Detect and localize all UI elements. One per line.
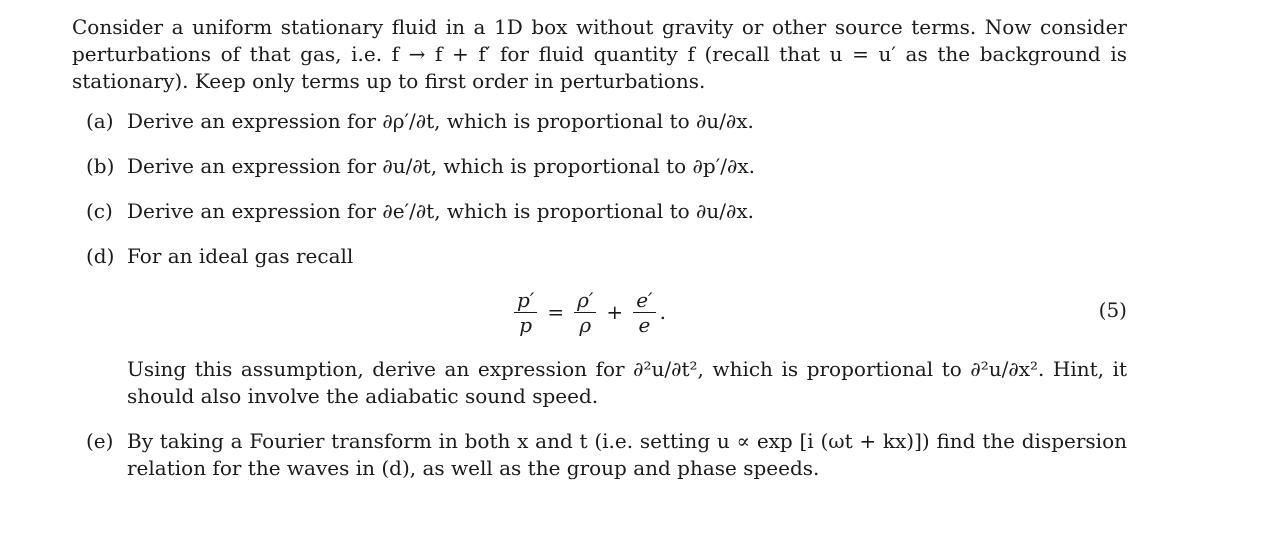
- item-e-text: By taking a Fourier transform in both x and t (i.e. setting u ∝ exp [i (ωt + kx)]) find the dispersion relation for the waves in (d), as well as the group and phase speeds.: [127, 429, 1127, 480]
- fraction-rho-numerator: ρ′: [577, 287, 594, 312]
- fraction-e: [633, 288, 655, 337]
- fraction-p-numerator: p′: [517, 287, 535, 312]
- item-d-continuation: [72, 356, 1127, 410]
- plus-sign: +: [606, 300, 624, 324]
- item-b: [72, 153, 1127, 180]
- item-a-text: Derive an expression for ∂ρ′/∂t, which is proportional to ∂u/∂x.: [127, 109, 754, 133]
- item-c-label: (c): [86, 199, 113, 223]
- fraction-e-denominator: e: [638, 312, 651, 337]
- item-e: [72, 428, 1127, 482]
- item-b-label: (b): [86, 154, 115, 178]
- ideal-gas-equation: [510, 280, 666, 344]
- equals-sign: =: [547, 300, 565, 324]
- fraction-e-numerator: e′: [636, 287, 653, 312]
- item-b-text: Derive an expression for ∂u/∂t, which is proportional to ∂p′/∂x.: [127, 154, 755, 178]
- fraction-rho-denominator: ρ: [579, 312, 592, 337]
- item-e-label: (e): [86, 429, 114, 453]
- intro-paragraph: Consider a uniform stationary fluid in a 1D box without gravity or other source terms. Now consider perturbations of that gas, i.e. f → f + f′ for fluid quantity f (recall that u = u′ as the background is stationary). Keep only terms up to first order in perturbations.: [72, 15, 1127, 93]
- fraction-rho: [574, 288, 596, 337]
- fraction-p: [514, 288, 537, 337]
- item-d-text: For an ideal gas recall: [127, 244, 354, 268]
- problem-text: [72, 14, 1127, 500]
- item-d-label: (d): [86, 244, 115, 268]
- item-a: [72, 108, 1127, 135]
- item-a-label: (a): [86, 109, 114, 133]
- equation-5: [72, 280, 1127, 344]
- item-c-text: Derive an expression for ∂e′/∂t, which is proportional to ∂u/∂x.: [127, 199, 754, 223]
- equation-period: .: [659, 300, 666, 324]
- fraction-p-denominator: p: [519, 312, 533, 337]
- item-c: [72, 198, 1127, 225]
- item-d-continuation-text: Using this assumption, derive an expression for ∂²u/∂t², which is proportional to ∂²u/∂x². Hint, it should also involve the adiabatic sound speed.: [127, 357, 1127, 408]
- equation-number: (5): [1098, 298, 1127, 322]
- item-d: [72, 243, 1127, 270]
